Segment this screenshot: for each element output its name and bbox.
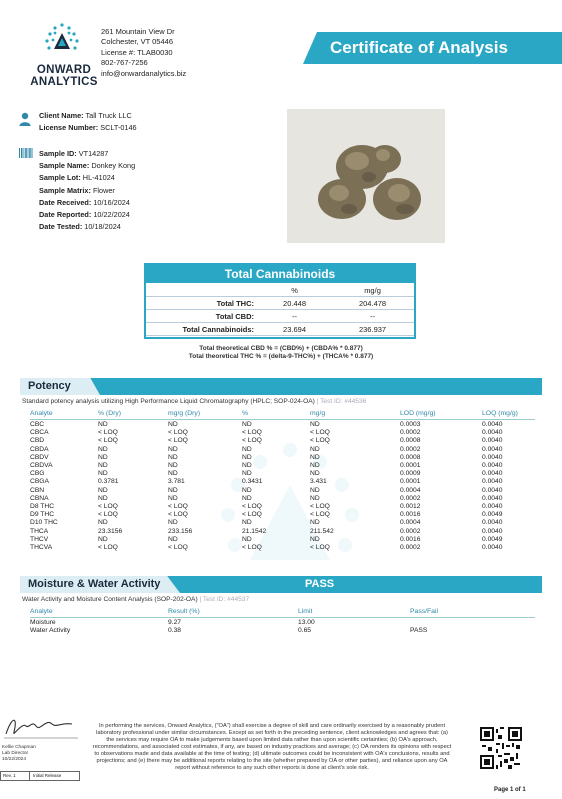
sample-info-block: Sample ID: VT14287 Sample Name: Donkey Kong Sample Lot: HL-41024 Sample Matrix: Flower Date Received: 10/16/2024 Date Reported: 10/22/2024 Date Tested: 10/18/2024 [39, 149, 136, 232]
table-cell: CBNA [30, 494, 49, 502]
table-cell: < LOQ [98, 429, 118, 437]
table-cell: CBDVA [30, 462, 53, 469]
table-cell: < LOQ [242, 511, 262, 519]
table-row: Total THC: 20.448 204.478 [146, 297, 414, 310]
table-cell: CBCA [30, 429, 49, 437]
column-header: % (Dry) [98, 410, 122, 417]
potency-title: Potency [28, 380, 71, 392]
table-cell: 211.542 [310, 527, 334, 535]
table-cell: ND [168, 494, 178, 502]
table-cell: D9 THC [30, 511, 55, 519]
potency-test-id: | Test ID: #44536 [316, 398, 367, 405]
table-cell: ND [168, 462, 178, 469]
table-cell: 0.0040 [482, 421, 503, 428]
table-cell: D8 THC [30, 503, 55, 510]
table-cell: CBN [30, 486, 45, 494]
table-row: % mg/g [146, 284, 414, 297]
signer-block [2, 745, 36, 763]
table-cell: ND [98, 445, 108, 453]
table-cell: 0.0003 [400, 421, 421, 428]
table-cell: ND [168, 535, 178, 543]
table-cell: 9.27 [168, 619, 182, 626]
table-cell: CBD [30, 437, 45, 445]
table-cell: 0.0040 [482, 544, 503, 551]
table-cell: CBC [30, 421, 45, 428]
table-cell: 0.0049 [482, 511, 503, 519]
table-cell: 0.0040 [482, 527, 503, 535]
table-cell: < LOQ [310, 511, 330, 519]
table-cell: ND [310, 470, 320, 478]
cbd-formula: Total theoretical CBD % = (CBD%) + (CBDA% * 0.877) [199, 345, 363, 352]
table-cell: ND [98, 519, 108, 527]
table-cell: 0.0012 [400, 503, 421, 510]
signer-date: 10/22/2024 [2, 757, 27, 762]
table-cell: 21.1542 [242, 527, 267, 535]
watermark-logo-icon [190, 440, 390, 590]
table-cell: Water Activity [30, 627, 71, 635]
table-cell: 0.3781 [98, 478, 119, 486]
total-cannabinoids-table [146, 284, 414, 336]
table-cell: 0.0002 [400, 527, 421, 535]
table-cell: 0.65 [298, 627, 312, 635]
table-cell: ND [310, 421, 320, 428]
column-header: Pass/Fail [410, 608, 438, 615]
page-title: Certificate of Analysis [330, 38, 508, 57]
client-name: Tall Truck LLC [85, 111, 132, 120]
table-cell: ND [242, 453, 252, 461]
table-cell: 0.0040 [482, 478, 503, 486]
table-cell: ND [168, 519, 178, 527]
table-cell: 0.3431 [242, 478, 263, 486]
table-cell: ND [168, 453, 178, 461]
table-cell: CBDA [30, 445, 49, 453]
page-number: Page 1 of 1 [494, 787, 526, 793]
table-cell: < LOQ [310, 429, 330, 437]
table-cell: ND [242, 519, 252, 527]
table-cell: 0.0040 [482, 462, 503, 469]
thc-formula: Total theoretical THC % = (delta-9-THC%) + (THCA% * 0.877) [188, 353, 374, 360]
table-cell: < LOQ [242, 429, 262, 437]
table-cell: ND [242, 494, 252, 502]
table-cell: 0.0002 [400, 544, 421, 551]
sample-name: Donkey Kong [91, 161, 136, 171]
client-license: SCLT-0146 [100, 123, 137, 133]
table-cell: 0.0004 [400, 486, 421, 494]
company-address-block: 261 Mountain View Dr Colchester, VT 05446 License #: TLAB0030 802-767-7256 info@onwardanalytics.biz [101, 27, 187, 78]
table-cell: 13.00 [298, 619, 315, 626]
table-cell: ND [98, 470, 108, 478]
table-cell: 0.0016 [400, 535, 421, 543]
table-cell: 3.781 [168, 478, 185, 486]
revision-number: Rev. 1 [1, 772, 30, 780]
signer-name: Kellie Chapman [2, 745, 36, 750]
moisture-pass-status: PASS [305, 578, 335, 590]
table-cell: < LOQ [242, 437, 262, 445]
table-cell: 0.0001 [400, 478, 421, 486]
table-cell: ND [310, 445, 320, 453]
column-header: Analyte [30, 608, 53, 615]
table-cell: 0.0001 [400, 462, 421, 469]
table-cell: ND [310, 494, 320, 502]
moisture-title: Moisture & Water Activity [28, 578, 161, 590]
table-cell: < LOQ [98, 544, 118, 551]
table-cell: 0.0002 [400, 445, 421, 453]
table-cell: 0.0040 [482, 470, 503, 478]
table-cell: ND [310, 535, 320, 543]
table-cell: ND [168, 445, 178, 453]
table-cell: CBDV [30, 453, 49, 461]
table-cell: 3.431 [310, 478, 327, 486]
table-cell: 0.0040 [482, 445, 503, 453]
table-cell: ND [310, 453, 320, 461]
table-cell: < LOQ [168, 511, 188, 519]
table-cell: 0.0040 [482, 437, 503, 445]
date-received: 10/16/2024 [93, 197, 130, 207]
column-header: mg/g (Dry) [168, 410, 201, 417]
column-header: Result (%) [168, 608, 200, 615]
table-cell: ND [310, 462, 320, 469]
table-cell: 0.0004 [400, 519, 421, 527]
table-cell: 0.0040 [482, 453, 503, 461]
table-cell: ND [98, 535, 108, 543]
logo-wordmark: ONWARD ANALYTICS [30, 64, 98, 88]
table-cell: ND [98, 486, 108, 494]
header-divider [30, 419, 535, 420]
table-cell: 0.0009 [400, 470, 421, 478]
table-cell: CBG [30, 470, 45, 478]
table-cell: < LOQ [168, 544, 188, 551]
column-header: % [242, 410, 249, 417]
table-cell: < LOQ [98, 511, 118, 519]
table-cell: ND [242, 486, 252, 494]
legal-disclaimer: In performing the services, Onward Analytics, ("OA") shall exercise a degree of skill and care ordinarily exercised by a reasonably prudent laboratory professional under similar circumstances. Except as set forth in the preceding sentence, client acknowledges and agrees that: (a) the services may require OA to make judgements based upon limited data rather than upon scientific certainties; (b) OA's approach, recommendations, and associated cost estimates, if any, are based on industry practices and average; (c) OA renders its opinions with respect to observations made and data available at the time of testing; (d) ultimate outcomes could be inconsistent with OA's conclusions, results and projections; and (e) there may be additional reports relating to the site (whether prepared by OA or other parties), and reliance upon any OA report without reference to any such other reports is done at client's sole risk. [92, 723, 452, 771]
table-cell: ND [98, 453, 108, 461]
table-cell: ND [168, 421, 178, 428]
table-cell: ND [242, 470, 252, 478]
table-cell: < LOQ [310, 503, 330, 510]
table-cell: Moisture [30, 619, 56, 626]
total-cannabinoids-title: Total Cannabinoids [146, 265, 414, 283]
table-cell: ND [242, 421, 252, 428]
potency-description: Standard potency analysis utilizing High Performance Liquid Chromatography (HPLC; SOP-024-OA) | Test ID: #44536 [22, 398, 367, 405]
table-cell: 0.0049 [482, 535, 503, 543]
barcode-icon [19, 148, 33, 158]
qr-code-icon[interactable] [480, 727, 522, 769]
table-cell: < LOQ [310, 437, 330, 445]
table-cell: THCVA [30, 544, 53, 551]
revision-release: Initial Release [33, 773, 62, 778]
signature-image [2, 712, 80, 740]
total-cannabinoids-box [144, 263, 416, 339]
onward-analytics-logo-icon [42, 22, 82, 62]
table-cell: < LOQ [242, 503, 262, 510]
table-cell: ND [242, 462, 252, 469]
table-cell: < LOQ [168, 503, 188, 510]
revision-box [0, 771, 80, 781]
table-cell: THCV [30, 535, 49, 543]
table-cell: 0.0002 [400, 494, 421, 502]
table-cell: < LOQ [310, 544, 330, 551]
table-cell: ND [242, 535, 252, 543]
table-cell: 0.0008 [400, 453, 421, 461]
moisture-test-id: | Test ID: #44537 [199, 596, 250, 603]
table-cell: < LOQ [98, 503, 118, 510]
moisture-description: Water Activity and Moisture Content Analysis (SOP-202-OA) | Test ID: #44537 [22, 596, 250, 603]
column-header: Limit [298, 608, 313, 615]
table-cell: 23.3156 [98, 527, 123, 535]
column-header: LOD (mg/g) [400, 410, 436, 417]
table-cell: 0.0040 [482, 519, 503, 527]
table-row: Total Cannabinoids: 23.694 236.937 [146, 323, 414, 336]
table-cell: ND [168, 486, 178, 494]
table-cell: 0.0016 [400, 511, 421, 519]
table-cell: ND [242, 445, 252, 453]
table-cell: 0.0002 [400, 429, 421, 437]
sample-id: VT14287 [78, 149, 109, 158]
sample-lot: HL-41024 [82, 173, 115, 183]
user-icon [19, 112, 31, 126]
column-header: Analyte [30, 410, 53, 417]
table-cell: THCA [30, 527, 49, 535]
table-cell: 0.38 [168, 627, 182, 635]
table-cell: 233.156 [168, 527, 193, 535]
table-cell: ND [168, 470, 178, 478]
sample-matrix: Flower [92, 185, 115, 195]
column-header: LOQ (mg/g) [482, 410, 518, 417]
date-tested: 10/18/2024 [84, 222, 121, 232]
sample-photo [287, 109, 445, 243]
date-reported: 10/22/2024 [93, 210, 130, 220]
table-cell: ND [310, 486, 320, 494]
table-cell: ND [98, 494, 108, 502]
table-cell: ND [310, 519, 320, 527]
table-cell: D10 THC [30, 519, 58, 527]
table-cell: 0.0040 [482, 494, 503, 502]
table-cell: < LOQ [168, 429, 188, 437]
table-cell: 0.0040 [482, 429, 503, 437]
table-cell: 0.0040 [482, 486, 503, 494]
table-cell: < LOQ [98, 437, 118, 445]
table-cell: CBGA [30, 478, 49, 486]
table-cell: ND [98, 421, 108, 428]
table-cell: 0.0008 [400, 437, 421, 445]
table-cell: < LOQ [242, 544, 262, 551]
signer-title: Lab Director [2, 751, 29, 756]
table-cell: 0.0040 [482, 503, 503, 510]
table-row: Total CBD: -- -- [146, 310, 414, 323]
table-cell: ND [98, 462, 108, 469]
header-divider [30, 617, 535, 618]
table-cell: PASS [410, 627, 428, 635]
client-block: Client Name: Tall Truck LLC License Number: SCLT-0146 [39, 111, 137, 133]
column-header: mg/g [310, 410, 326, 417]
table-cell: < LOQ [168, 437, 188, 445]
